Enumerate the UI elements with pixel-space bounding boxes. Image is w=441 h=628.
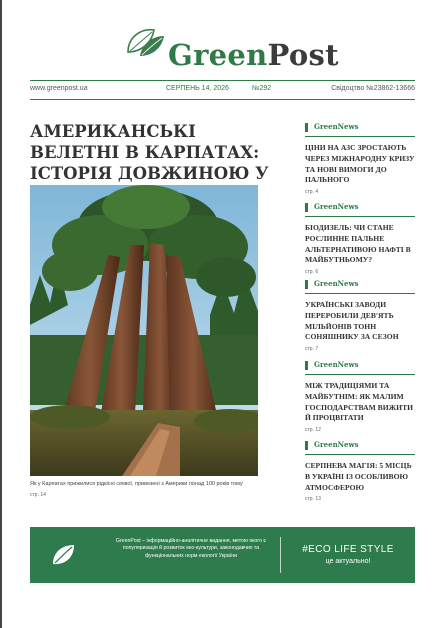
header-rule-top — [30, 80, 415, 81]
footer-banner — [30, 527, 415, 583]
brand-part-post: Post — [267, 38, 339, 72]
info-row — [30, 85, 415, 97]
registration-certificate: Свідоцтво №23862-13666 — [331, 85, 415, 92]
news-title[interactable]: БІОДИЗЕЛЬ: ЧИ СТАНЕ РОСЛИННЕ ПАЛЬНЕ АЛЬТЕРНАТИВОЮ НАФТІ В МАЙБУТНЬОМУ? — [305, 223, 411, 265]
news-label-row — [305, 360, 415, 371]
news-section-label: GreenNews — [314, 360, 359, 369]
photo-caption: Як у Карпатах прижилися рідкісні секвої, привезені з Америки понад 100 років тому — [30, 481, 243, 487]
news-title[interactable]: МІЖ ТРАДИЦІЯМИ ТА МАЙБУТНІМ: ЯК МАЛИМ ГОСПОДАРСТВАМ ВИЖИТИ Й ПРОЦВІТАТИ — [305, 381, 414, 423]
news-divider — [305, 136, 415, 137]
news-divider — [305, 216, 415, 217]
news-section-label: GreenNews — [314, 440, 359, 449]
news-section-label: GreenNews — [314, 279, 359, 288]
news-item[interactable] — [305, 360, 415, 433]
leaf-wreath-icon — [122, 22, 166, 62]
issue-date: СЕРПЕНЬ 14, 2026 — [166, 85, 229, 92]
news-section-label: GreenNews — [314, 122, 359, 131]
site-url[interactable]: www.greenpost.ua — [30, 85, 88, 92]
slogan-subtitle: це актуально! — [325, 558, 371, 565]
news-title[interactable]: СЕРПНЕВА МАГІЯ: 5 МІСЦЬ В УКРАЇНІ ІЗ ОСОБЛИВОЮ АТМОСФЕРОЮ — [305, 461, 412, 492]
news-page-ref: стр. 4 — [305, 189, 319, 196]
news-label-row — [305, 122, 415, 133]
news-divider — [305, 374, 415, 375]
news-marker — [305, 280, 308, 289]
news-page-ref: стр. 6 — [305, 269, 319, 276]
news-item[interactable] — [305, 279, 415, 352]
news-label-row — [305, 279, 415, 290]
news-item[interactable] — [305, 440, 415, 502]
header-rule-bottom — [30, 99, 415, 100]
news-marker — [305, 361, 308, 370]
page-edge — [0, 0, 2, 628]
brand-name[interactable] — [168, 38, 339, 72]
news-page-ref: стр. 7 — [305, 346, 319, 353]
leaf-icon — [50, 542, 76, 568]
news-item[interactable] — [305, 202, 415, 275]
news-label-row — [305, 440, 415, 451]
news-divider — [305, 293, 415, 294]
news-divider — [305, 454, 415, 455]
news-marker — [305, 441, 308, 450]
slogan-hashtag[interactable]: #ECO LIFE STYLE — [302, 544, 394, 555]
news-title[interactable]: ЦІНИ НА АЗС ЗРОСТАЮТЬ ЧЕРЕЗ МІЖНАРОДНУ КРИЗУ ТА НОВІ ВИМОГИ ДО ПАЛЬНОГО — [305, 143, 415, 185]
news-item[interactable] — [305, 122, 415, 195]
publication-description: GreenPost – інформаційно-аналітичне видання, метою якого є популяризація й розвиток еко-культури, законодавчих та функціональних норм екології України — [115, 538, 267, 559]
news-title[interactable]: УКРАЇНСЬКІ ЗАВОДИ ПЕРЕРОБИЛИ ДЕВ'ЯТЬ МІЛЬЙОНІВ ТОНН СОНЯШНИКУ ЗА СЕЗОН — [305, 300, 399, 342]
banner-divider — [280, 537, 281, 573]
news-marker — [305, 203, 308, 212]
news-page-ref: стр. 12 — [305, 427, 321, 434]
masthead — [0, 14, 441, 76]
main-headline[interactable]: АМЕРИКАНСЬКІ ВЕЛЕТНІ В КАРПАТАХ: ІСТОРІЯ ДОВЖИНОЮ У — [30, 122, 269, 183]
sequoia-photo — [30, 185, 258, 476]
issue-number: №292 — [252, 85, 272, 92]
news-marker — [305, 123, 308, 132]
article-page-ref[interactable]: стр. 14 — [30, 492, 46, 498]
brand-part-green: Green — [168, 38, 268, 72]
news-label-row — [305, 202, 415, 213]
news-page-ref: стр. 13 — [305, 496, 321, 503]
news-section-label: GreenNews — [314, 202, 359, 211]
